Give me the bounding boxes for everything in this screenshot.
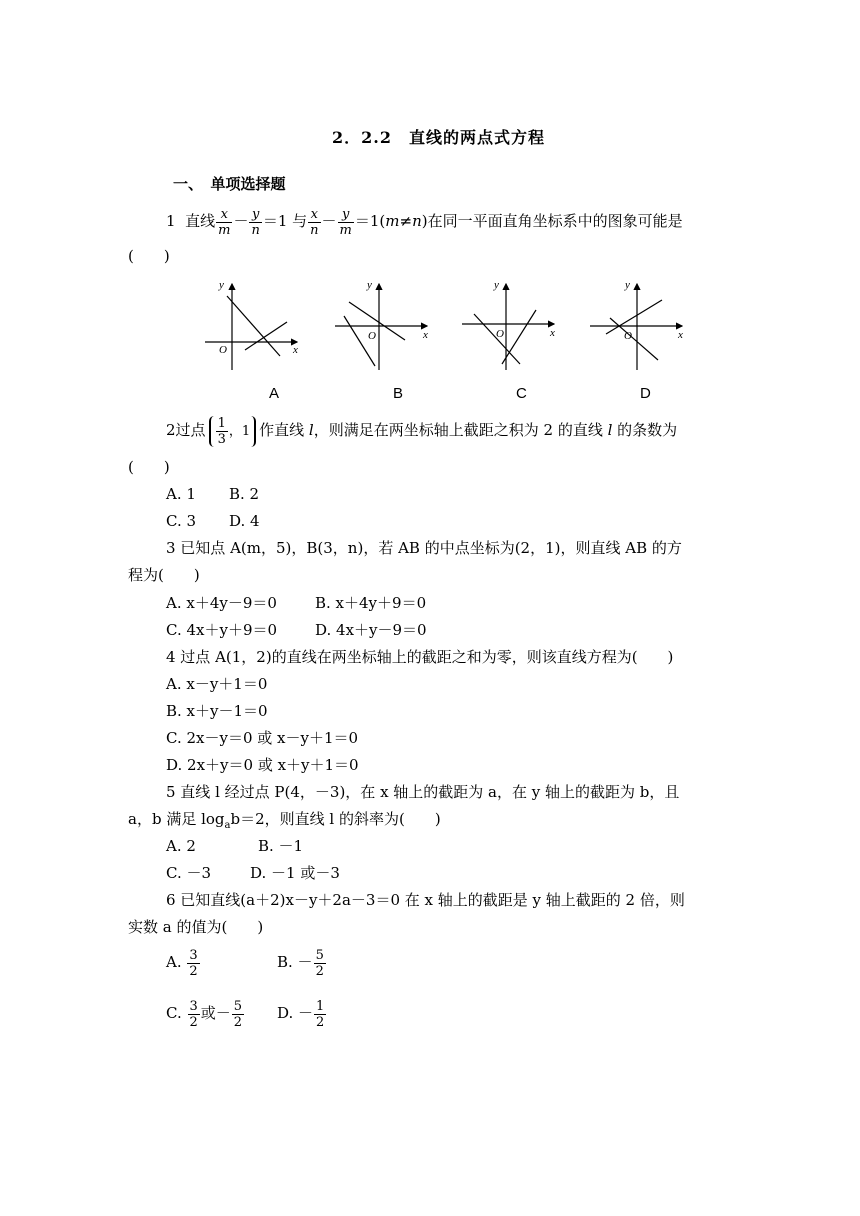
q3-option-b: B. x＋4y＋9＝0	[315, 594, 427, 612]
fraction-y-over-n: $\frac{y}{n}$	[251, 206, 260, 238]
graph-label-a: A	[269, 385, 280, 402]
graph-label-b: B	[393, 385, 404, 402]
q3-option-d: D. 4x＋y－9＝0	[315, 621, 427, 639]
axis-label-x: x	[550, 327, 555, 339]
graph-option-d	[590, 278, 690, 373]
section-heading: 一、 单项选择题	[173, 175, 286, 193]
fraction-x-over-n: $\frac{x}{n}$	[310, 206, 319, 238]
axis-label-x: x	[678, 329, 683, 341]
q6-option-d: D. － $\frac{1}{2}$	[277, 998, 325, 1030]
graph-label-c: C	[516, 385, 527, 402]
axis-label-y: y	[494, 279, 499, 291]
q3-option-a: A. x＋4y－9＝0	[166, 594, 277, 612]
origin-label: O	[496, 328, 504, 340]
q2-option-a: A. 1	[166, 485, 196, 503]
q2-option-b: B. 2	[229, 485, 260, 503]
q5-option-b: B. －1	[258, 837, 304, 855]
axis-label-x: x	[423, 329, 428, 341]
graph-label-d: D	[640, 385, 651, 402]
q2-option-d: D. 4	[229, 512, 260, 530]
origin-label: O	[624, 330, 632, 342]
graph-option-b	[335, 278, 435, 373]
q6-option-b: B. － $\frac{5}{2}$	[277, 947, 324, 979]
question-4-stem: 4 过点 A(1，2)的直线在两坐标轴上的截距之和为零，则该直线方程为( )	[166, 648, 674, 666]
axis-label-y: y	[625, 279, 630, 291]
question-6-stem: 6 已知直线(a＋2)x－y＋2a－3＝0 在 x 轴上的截距是 y 轴上截距的 2 倍，则	[166, 891, 685, 909]
question-5-stem-cont: a，b 满足 $\log_ab=2$，则直线 l 的斜率为( )	[128, 810, 441, 831]
q6-option-c: C. $\frac{3}{2}$ 或－ $\frac{5}{2}$	[166, 998, 243, 1030]
q5-option-d: D. －1 或－3	[250, 864, 340, 882]
axis-label-y: y	[219, 279, 224, 291]
q4-option-b: B. x＋y－1＝0	[166, 702, 268, 720]
axis-label-x: x	[293, 344, 298, 356]
graph-option-a	[205, 278, 305, 373]
page-title: 2．2.2 直线的两点式方程	[332, 128, 545, 147]
fraction-y-over-m: $\frac{y}{m}$	[339, 206, 352, 238]
question-1-stem: 1 直线 $\frac{x}{m}$ － $\frac{y}{n}$ ＝1 与 $\frac{x}{n}$ － $\frac{y}{m}$ ＝1(m≠n)在同一平面直角坐标系中的图象可能是	[166, 206, 683, 238]
question-number: 1	[166, 212, 176, 230]
axis-label-y: y	[367, 279, 372, 291]
q6-option-a: A. $\frac{3}{2}$	[166, 947, 198, 979]
q4-option-c: C. 2x－y＝0 或 x－y＋1＝0	[166, 729, 359, 747]
question-3-stem-cont: 程为( )	[128, 566, 200, 584]
q5-option-a: A. 2	[166, 837, 196, 855]
q3-option-c: C. 4x＋y＋9＝0	[166, 621, 278, 639]
q4-option-a: A. x－y＋1＝0	[166, 675, 268, 693]
q2-option-c: C. 3	[166, 512, 197, 530]
graph-option-c	[462, 278, 562, 373]
point-coordinates: $\frac{1}{3}$ ，1	[209, 416, 257, 447]
origin-label: O	[219, 344, 227, 356]
origin-label: O	[368, 330, 376, 342]
question-6-stem-cont: 实数 a 的值为( )	[128, 918, 264, 936]
question-5-stem: 5 直线 l 经过点 P(4，－3)，在 x 轴上的截距为 a，在 y 轴上的截距为 b，且	[166, 783, 680, 801]
question-2-answer-paren: ( )	[128, 458, 170, 476]
question-3-stem: 3 已知点 A(m，5)，B(3，n)，若 AB 的中点坐标为(2，1)，则直线 AB 的方	[166, 539, 682, 557]
question-1-answer-paren: ( )	[128, 247, 170, 265]
q5-option-c: C. －3	[166, 864, 212, 882]
question-2-stem: 2过点 $\frac{1}{3}$ ，1 作直线 l，则满足在两坐标轴上截距之积为 2 的直线 l 的条数为	[166, 415, 678, 447]
q4-option-d: D. 2x＋y＝0 或 x＋y＋1＝0	[166, 756, 359, 774]
fraction-x-over-m: $\frac{x}{m}$	[218, 206, 231, 238]
